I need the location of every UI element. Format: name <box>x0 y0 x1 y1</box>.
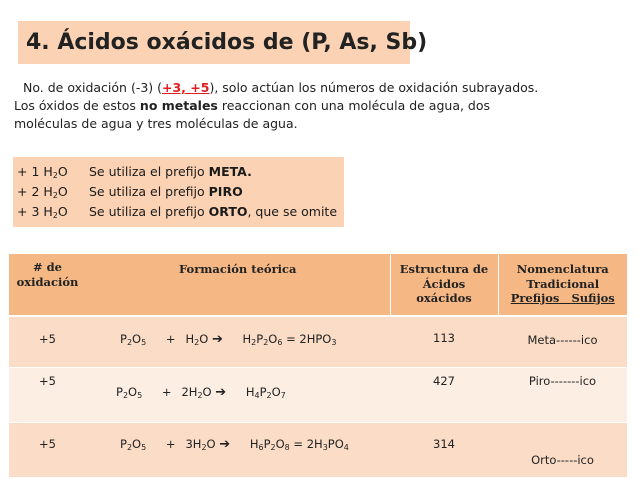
header-formation: Formación teórica <box>86 254 390 316</box>
prefix-rules-box <box>13 157 344 227</box>
formula-piro: $P_2O_5 + 2H_2O$ ➔ $H_4P_2O_7$ <box>116 385 286 400</box>
table-header-row <box>9 254 627 316</box>
prefix-name: ORTO <box>208 204 248 219</box>
cell-oxidation: +5 <box>9 368 86 423</box>
arrow-icon: ➔ <box>211 332 223 347</box>
intro-line-2 <box>14 97 584 115</box>
intro-bold-no-metales: no metales <box>139 98 218 113</box>
title-banner <box>18 21 428 64</box>
prefix-rule-water: + 2 $H_2O$ <box>17 184 68 200</box>
cell-nomenclature: Piro-------ico <box>498 368 627 423</box>
cell-structure: 427 <box>390 368 498 423</box>
table-row <box>9 423 627 478</box>
cell-oxidation: +5 <box>9 423 86 478</box>
arrow-icon: ➔ <box>219 437 231 452</box>
prefix-rule-orto <box>17 202 344 222</box>
intro-line-3: moléculas de agua y tres moléculas de agua. <box>14 116 298 131</box>
prefix-rule-water: + 3 $H_2O$ <box>17 204 68 220</box>
table-row <box>9 316 627 368</box>
intro-line-2-pre: Los óxidos de estos <box>14 98 140 113</box>
cell-oxidation: +5 <box>9 316 86 368</box>
intro-line-1 <box>14 79 584 97</box>
table-row <box>9 368 627 423</box>
prefix-rule-water: + 1 $H_2O$ <box>17 164 68 180</box>
page-title: 4. Ácidos oxácidos de (P, As, Sb) <box>26 30 428 55</box>
intro-text <box>14 79 584 133</box>
cell-formation <box>86 316 390 368</box>
arrow-icon: ➔ <box>215 385 227 400</box>
acids-table <box>9 254 627 477</box>
header-structure: Estructura de Ácidos oxácidos <box>390 254 498 316</box>
cell-structure: 314 <box>390 423 498 478</box>
prefix-name: META. <box>208 164 252 179</box>
formula-meta: $P_2O_5 + H_2O$ ➔ $H_2P_2O_6 = 2HPO_3$ <box>120 332 337 347</box>
intro-highlight-oxidation: +3, +5 <box>162 80 210 95</box>
header-oxidation: # de oxidación <box>9 254 86 316</box>
cell-nomenclature: Orto-----ico <box>498 423 627 478</box>
formula-orto: $P_2O_5 + 3H_2O$ ➔ $H_6P_2O_8 = 2H_3PO_4$ <box>120 437 349 452</box>
intro-line-1-post: ), solo actúan los números de oxidación subrayados. <box>209 80 539 95</box>
intro-line-1-pre: No. de oxidación (-3) ( <box>23 80 163 95</box>
header-nomenclature: Nomenclatura Tradicional Prefijos Sufijos <box>498 254 627 316</box>
prefix-rule-meta <box>17 162 344 182</box>
cell-nomenclature: Meta------ico <box>498 316 627 368</box>
prefix-rule-text: Se utiliza el prefijo META. <box>89 164 252 179</box>
cell-formation <box>86 423 390 478</box>
cell-structure: 113 <box>390 316 498 368</box>
prefix-rule-piro <box>17 182 344 202</box>
intro-line-2-post: reaccionan con una molécula de agua, dos <box>217 98 491 113</box>
prefix-rule-text: Se utiliza el prefijo PIRO <box>89 184 243 199</box>
prefix-name: PIRO <box>208 184 243 199</box>
cell-formation <box>86 368 390 423</box>
prefix-rule-text: Se utiliza el prefijo ORTO, que se omite <box>89 204 338 219</box>
